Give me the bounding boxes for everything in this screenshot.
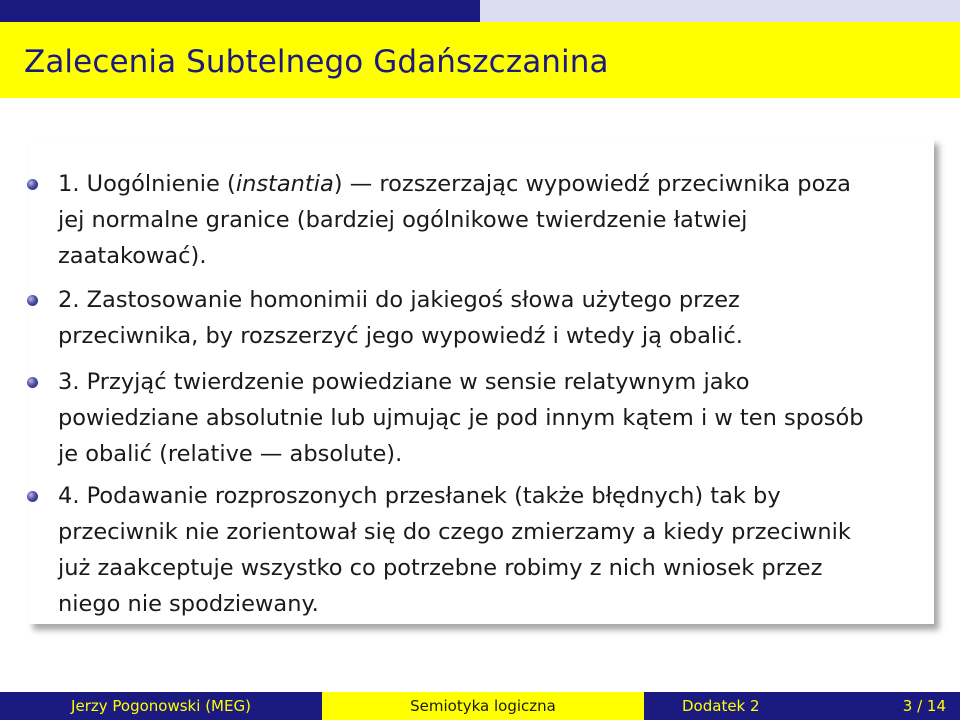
author-name: Jerzy Pogonowski — [71, 697, 201, 715]
item-text: Przyjąć twierdzenie powiedziane w sensie relatywnym jako powiedziane absolutnie lub ujmując je pod innym kątem i w ten sposób je obalić (relative — absolute). — [58, 369, 864, 467]
list-item-2 — [58, 282, 884, 354]
header-bar-left — [0, 0, 480, 22]
footer-bar — [0, 692, 960, 720]
item-number: 4. — [58, 483, 80, 509]
bullet-icon — [27, 491, 38, 502]
list-item-4 — [58, 478, 884, 622]
bullet-icon — [27, 179, 38, 190]
item-number: 1. — [58, 171, 80, 197]
bullet-icon — [27, 295, 38, 306]
item-number: 2. — [58, 287, 80, 313]
footer-course — [322, 692, 644, 720]
footer-right — [644, 692, 960, 720]
header-bar-right — [480, 0, 960, 22]
list-item-1 — [58, 166, 884, 274]
list-item-3 — [58, 364, 884, 472]
section-label: Dodatek 2 — [682, 697, 760, 715]
item-text-emph: instantia — [235, 171, 334, 197]
item-number: 3. — [58, 369, 80, 395]
footer-author — [0, 692, 322, 720]
bullet-icon — [27, 377, 38, 388]
item-text-post: ) — rozszerzając wypowiedź przeciwnika poza jej normalne granice (bardziej ogólnikowe twierdzenie łatwiej zaatakować). — [58, 171, 851, 269]
item-text-pre: Uogólnienie ( — [86, 171, 236, 197]
author-tag: (MEG) — [205, 697, 251, 715]
top-header-bar — [0, 0, 960, 22]
page-number: 3 / 14 — [902, 697, 946, 715]
slide-title: Zalecenia Subtelnego Gdańszczanina — [24, 44, 609, 80]
title-bar — [0, 22, 960, 98]
item-text: Podawanie rozproszonych przesłanek (także błędnych) tak by przeciwnik nie zorientował się do czego zmierzamy a kiedy przeciwnik już zaakceptuje wszystko co potrzebne robimy z nich wniosek przez niego nie spodziewany. — [58, 483, 851, 617]
item-text: Zastosowanie homonimii do jakiegoś słowa użytego przez przeciwnika, by rozszerzyć jego wypowiedź i wtedy ją obalić. — [58, 287, 743, 349]
course-name: Semiotyka logiczna — [410, 697, 556, 715]
